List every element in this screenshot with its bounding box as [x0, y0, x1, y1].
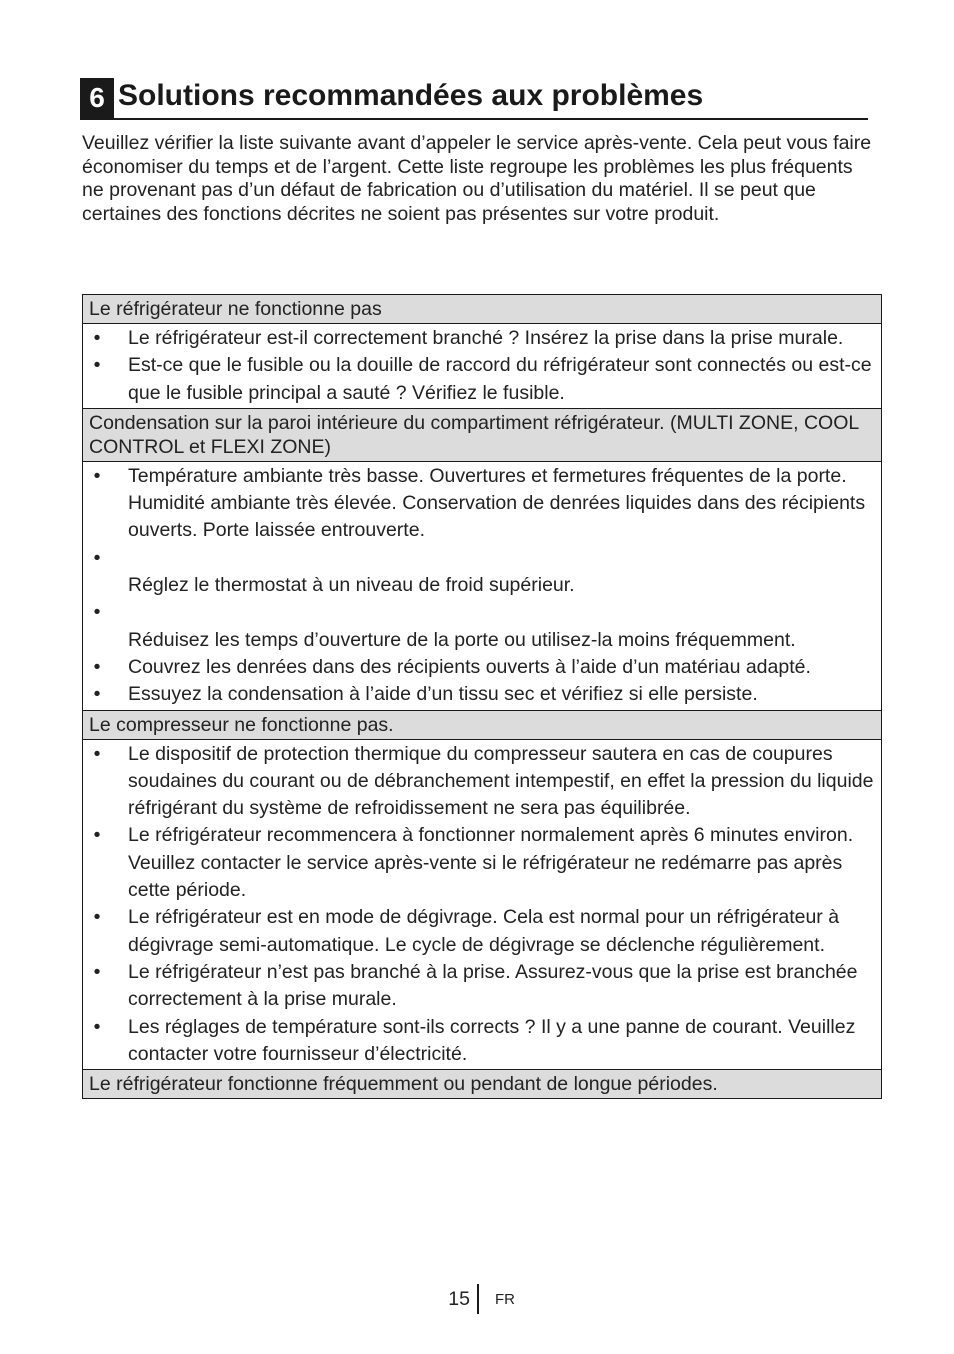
list-item-text: Réduisez les temps d’ouverture de la porte ou utilisez-la moins fréquemment. [128, 628, 796, 651]
intro-paragraph: Veuillez vérifier la liste suivante avant d’appeler le service après-vente. Cela peut vous faire économiser du temps et de l’argent. Cette liste regroupe les problèmes les plus fréquents ne provenant pas d’un défaut de fabrication ou d’utilisation du matériel. Il se peut que certaines des fonctions décrites ne soient pas présentes sur votre produit. [82, 132, 872, 225]
list-item [83, 654, 881, 681]
bullet-icon: • [93, 906, 101, 929]
problem-heading: Le réfrigérateur fonctionne fréquemment ou pendant de longue périodes. [83, 1070, 881, 1098]
list-item [83, 822, 881, 904]
page-title: Solutions recommandées aux problèmes [118, 79, 704, 112]
list-item [83, 959, 881, 1014]
list-item-text: Est-ce que le fusible ou la douille de raccord du réfrigérateur sont connectés ou est-ce que le fusible principal a sauté ? Vérifiez le fusible. [128, 354, 872, 404]
list-item-text: Le réfrigérateur recommencera à fonctionner normalement après 6 minutes environ. Veuillez contacter le service après-vente si le réfrigérateur ne redémarre pas après cette période. [128, 824, 854, 902]
problem-heading: Le réfrigérateur ne fonctionne pas [83, 295, 881, 324]
list-item-text: Le réfrigérateur est en mode de dégivrage. Cela est normal pour un réfrigérateur à dégivrage semi-automatique. Le cycle de dégivrage se déclenche régulièrement. [128, 906, 840, 956]
list-item [83, 904, 881, 959]
list-item-text: Le réfrigérateur est-il correctement branché ? Insérez la prise dans la prise murale. [128, 327, 844, 349]
list-item [83, 1014, 881, 1069]
bullet-icon: • [93, 824, 101, 847]
problem-heading: Le compresseur ne fonctionne pas. [83, 711, 881, 740]
list-item [83, 599, 881, 654]
section-heading [80, 76, 868, 120]
bullet-icon: • [93, 327, 101, 349]
bullet-icon: • [93, 546, 101, 569]
solution-list [83, 462, 881, 711]
solution-list [83, 740, 881, 1071]
footer-divider [477, 1284, 479, 1314]
bullet-icon: • [93, 960, 101, 983]
list-item-text: Essuyez la condensation à l’aide d’un tissu sec et vérifiez si elle persiste. [128, 683, 758, 706]
bullet-icon: • [93, 1015, 101, 1038]
bullet-icon: • [93, 742, 101, 765]
list-item [83, 741, 881, 823]
list-item [83, 545, 881, 600]
list-item-text: Température ambiante très basse. Ouvertures et fermetures fréquentes de la porte. Humidité ambiante très élevée. Conservation de denrées liquides dans des récipients ouverts. Porte laissée entrouverte. [128, 464, 866, 542]
bullet-icon: • [93, 464, 101, 487]
list-item-text: Les réglages de température sont-ils corrects ? Il y a une panne de courant. Veuillez contacter votre fournisseur d’électricité. [128, 1015, 856, 1065]
page-number: 15 [448, 1288, 470, 1310]
language-code: FR [495, 1291, 515, 1308]
list-item [83, 681, 881, 708]
list-item-text: Le réfrigérateur n’est pas branché à la prise. Assurez-vous que la prise est branchée correctement à la prise murale. [128, 960, 858, 1011]
list-item [83, 352, 881, 407]
bullet-icon: • [93, 354, 101, 377]
bullet-icon: • [93, 601, 101, 624]
list-item-text: Le dispositif de protection thermique du compresseur sautera en cas de coupures soudaines du courant ou de débranchement intempestif, en effet la pression du liquide réfrigérant du système de refroidissement ne sera pas équilibrée. [128, 742, 874, 820]
problem-heading: Condensation sur la paroi intérieure du compartiment réfrigérateur. (MULTI ZONE, COOL CONTROL et FLEXI ZONE) [83, 409, 881, 462]
list-item [83, 325, 881, 352]
section-number: 6 [80, 78, 114, 118]
bullet-icon: • [93, 655, 101, 678]
list-item-text: Couvrez les denrées dans des récipients ouverts à l’aide d’un matériau adapté. [128, 655, 811, 678]
list-item [83, 463, 881, 545]
bullet-icon: • [93, 683, 101, 706]
list-item-text: Réglez le thermostat à un niveau de froid supérieur. [128, 574, 575, 597]
solution-list [83, 324, 881, 409]
troubleshooting-table [82, 294, 882, 1099]
